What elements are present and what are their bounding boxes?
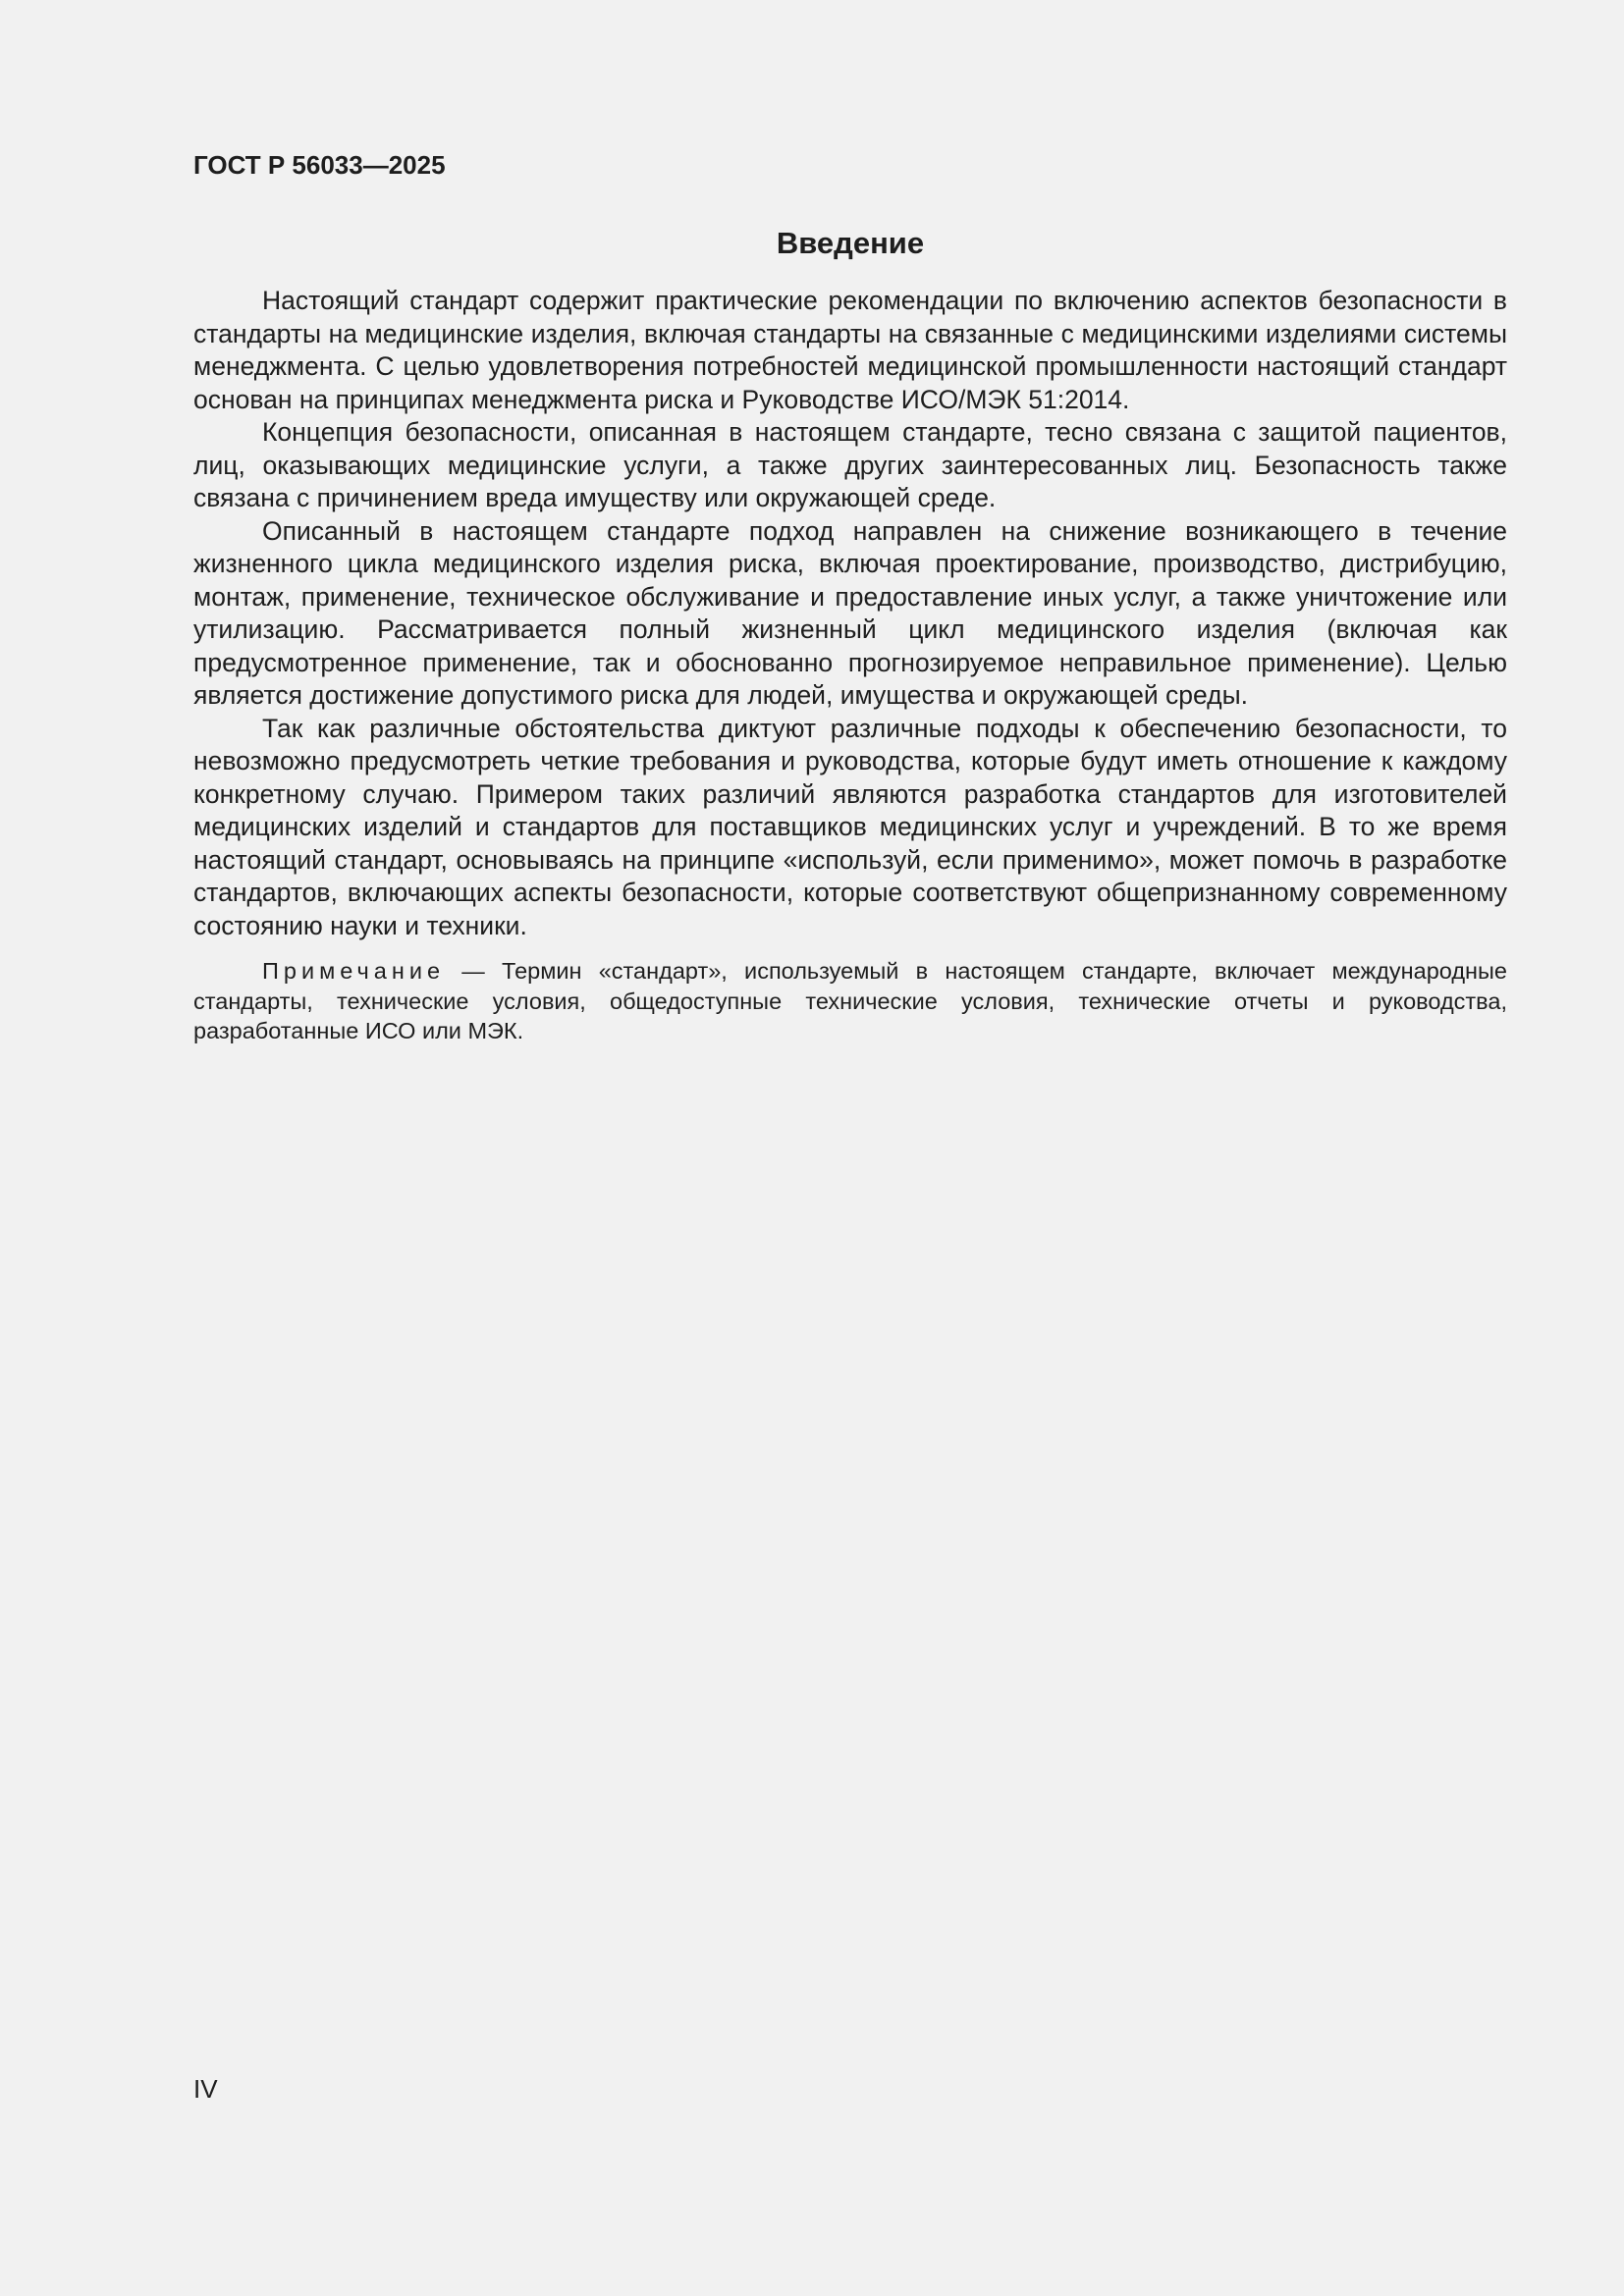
page-number: IV	[193, 2074, 218, 2104]
paragraph-1: Настоящий стандарт содержит практические рекомендации по включению аспектов безопасности в стандарты на медицинские изделия, включая стандарты на связанные с медицинскими изделиями системы менеджмента. С целью удовлетворения потребностей медицинской промышленности настоящий стандарт основан на принципах менеджмента риска и Руководстве ИСО/МЭК 51:2014.	[193, 286, 1507, 414]
body-text	[193, 285, 1507, 1046]
note-label: Примечание	[262, 958, 446, 984]
paragraph-4: Так как различные обстоятельства диктуют различные подходы к обеспечению безопасности, то невозможно предусмотреть четкие требования и руководства, которые будут иметь отношение к каждому конкретному случаю. Примером таких различий являются разработка стандартов для изготовителей медицинских изделий и стандартов для поставщиков медицинских услуг и учреждений. В то же время настоящий стандарт, основываясь на принципе «используй, если применимо», может помочь в разработке стандартов, включающих аспекты безопасности, которые соответствуют общепризнанному современному состоянию науки и техники.	[193, 713, 1507, 940]
note	[193, 956, 1507, 1046]
note-text: — Термин «стандарт», используемый в настоящем стандарте, включает международные стандарты, технические условия, общедоступные технические условия, технические отчеты и руководства, разработанные ИСО или МЭК.	[193, 958, 1507, 1043]
paragraph-3: Описанный в настоящем стандарте подход направлен на снижение возникающего в течение жизненного цикла медицинского изделия риска, включая проектирование, производство, дистрибуцию, монтаж, применение, техническое обслуживание и предоставление иных услуг, а также уничтожение или утилизацию. Рассматривается полный жизненный цикл медицинского изделия (включая как предусмотренное применение, так и обоснованно прогнозируемое неправильное применение). Целью является достижение допустимого риска для людей, имущества и окружающей среды.	[193, 515, 1507, 710]
paragraph-2: Концепция безопасности, описанная в настоящем стандарте, тесно связана с защитой пациентов, лиц, оказывающих медицинские услуги, а также других заинтересованных лиц. Безопасность также связана с причинением вреда имуществу или окружающей среде.	[193, 417, 1507, 512]
document-header: ГОСТ Р 56033—2025	[193, 150, 446, 180]
section-title: Введение	[776, 226, 925, 260]
